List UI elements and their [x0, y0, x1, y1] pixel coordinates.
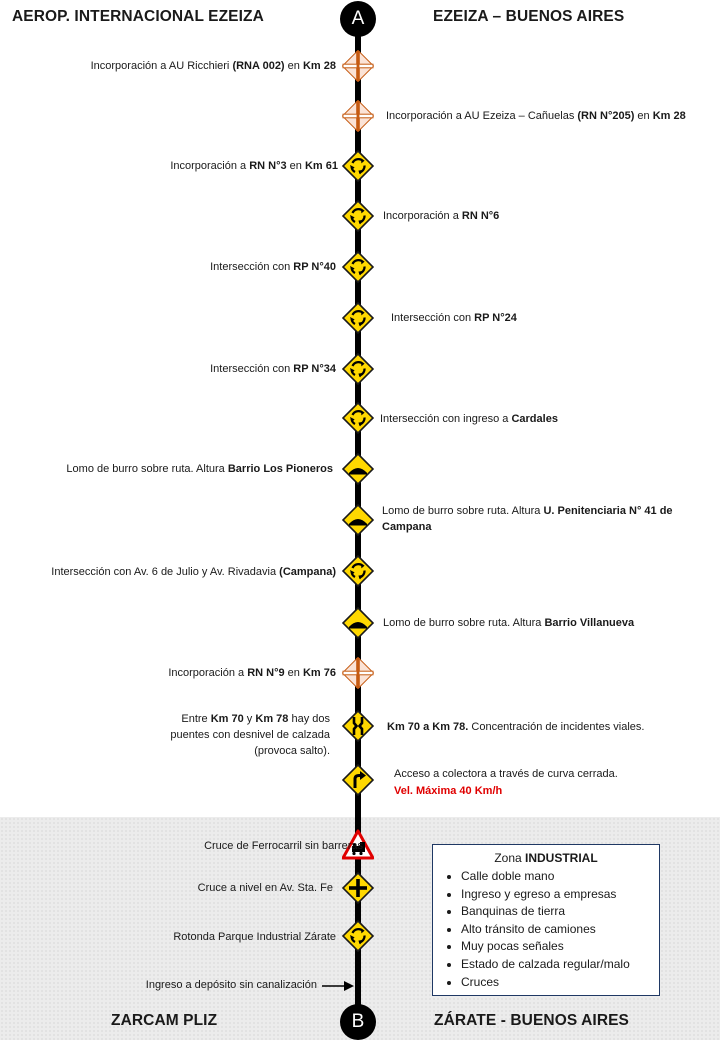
legend-item: • Banquinas de tierra — [461, 903, 659, 921]
legend-item: • Muy pocas señales — [461, 938, 659, 956]
legend-item: • Ingreso y egreso a empresas — [461, 886, 659, 904]
origin-city: EZEIZA – BUENOS AIRES — [433, 8, 625, 25]
event-label-13: Incorporación a RN N°9 en Km 76 — [168, 667, 336, 679]
event-label-3: Incorporación a RN N°3 en Km 61 — [170, 160, 338, 172]
roundabout-icon — [342, 555, 374, 587]
roundabout-icon — [342, 353, 374, 385]
start-marker: A — [340, 1, 376, 37]
speed-bump-icon — [342, 607, 374, 639]
roundabout-icon — [342, 200, 374, 232]
event-label-19: Ingreso a depósito sin canalización — [145, 979, 317, 991]
event-label-9: Lomo de burro sobre ruta. Altura Barrio Los Pioneros — [66, 463, 333, 475]
event-label-11: Intersección con Av. 6 de Julio y Av. Rivadavia (Campana) — [51, 566, 336, 578]
event-label-4: Incorporación a RN N°6 — [383, 210, 500, 222]
event-label-12: Lomo de burro sobre ruta. Altura Barrio Villanueva — [383, 617, 635, 629]
event-label-7: Intersección con RP N°34 — [210, 363, 336, 375]
event-label-14-right: Km 70 a Km 78. Concentración de incidentes viales. — [387, 721, 645, 733]
narrow-bridge-icon — [342, 710, 374, 742]
event-label-5: Intersección con RP N°40 — [210, 261, 336, 273]
interchange-icon — [342, 50, 374, 82]
event-label-2: Incorporación a AU Ezeiza – Cañuelas (RN N°205) en Km 28 — [386, 110, 686, 122]
event-label-6: Intersección con RP N°24 — [391, 312, 517, 324]
event-label-15: Acceso a colectora a través de curva cerrada. Vel. Máxima 40 Km/h — [394, 768, 618, 797]
roundabout-icon — [342, 251, 374, 283]
legend-title: Zona INDUSTRIAL — [494, 851, 598, 865]
destination-city: ZÁRATE - BUENOS AIRES — [434, 1012, 629, 1029]
legend-item: • Alto tránsito de camiones — [461, 921, 659, 939]
event-label-18: Rotonda Parque Industrial Zárate — [173, 931, 336, 943]
end-marker: B — [340, 1004, 376, 1040]
destination-title: ZARCAM PLIZ — [111, 1012, 218, 1029]
arrow-right-icon — [322, 980, 354, 992]
event-label-10: Lomo de burro sobre ruta. Altura U. Penitenciaria N° 41 de Campana — [382, 505, 673, 533]
origin-title: AEROP. INTERNACIONAL EZEIZA — [12, 8, 264, 25]
interchange-icon — [342, 657, 374, 689]
event-label-14: Entre Km 70 y Km 78 hay dos puentes con desnivel de calzada (provoca salto). — [170, 713, 330, 757]
event-label-1: Incorporación a AU Ricchieri (RNA 002) en Km 28 — [90, 60, 336, 72]
speed-bump-icon — [342, 453, 374, 485]
roundabout-icon — [342, 302, 374, 334]
event-label-8: Intersección con ingreso a Cardales — [380, 413, 558, 425]
legend-item: • Calle doble mano — [461, 868, 659, 886]
roundabout-icon — [342, 402, 374, 434]
sharp-curve-icon — [342, 764, 374, 796]
legend-item: • Cruces — [461, 974, 659, 992]
speed-bump-icon — [342, 504, 374, 536]
event-label-16: Cruce de Ferrocarril sin barreras — [204, 840, 363, 852]
interchange-icon — [342, 100, 374, 132]
roundabout-icon — [342, 150, 374, 182]
roundabout-icon — [342, 920, 374, 952]
speed-limit-warning: Vel. Máxima 40 Km/h — [394, 785, 503, 797]
industrial-zone-legend — [432, 844, 660, 996]
event-label-17: Cruce a nivel en Av. Sta. Fe — [197, 882, 333, 894]
legend-list — [433, 868, 659, 991]
crossroad-icon — [342, 872, 374, 904]
legend-item: • Estado de calzada regular/malo — [461, 956, 659, 974]
